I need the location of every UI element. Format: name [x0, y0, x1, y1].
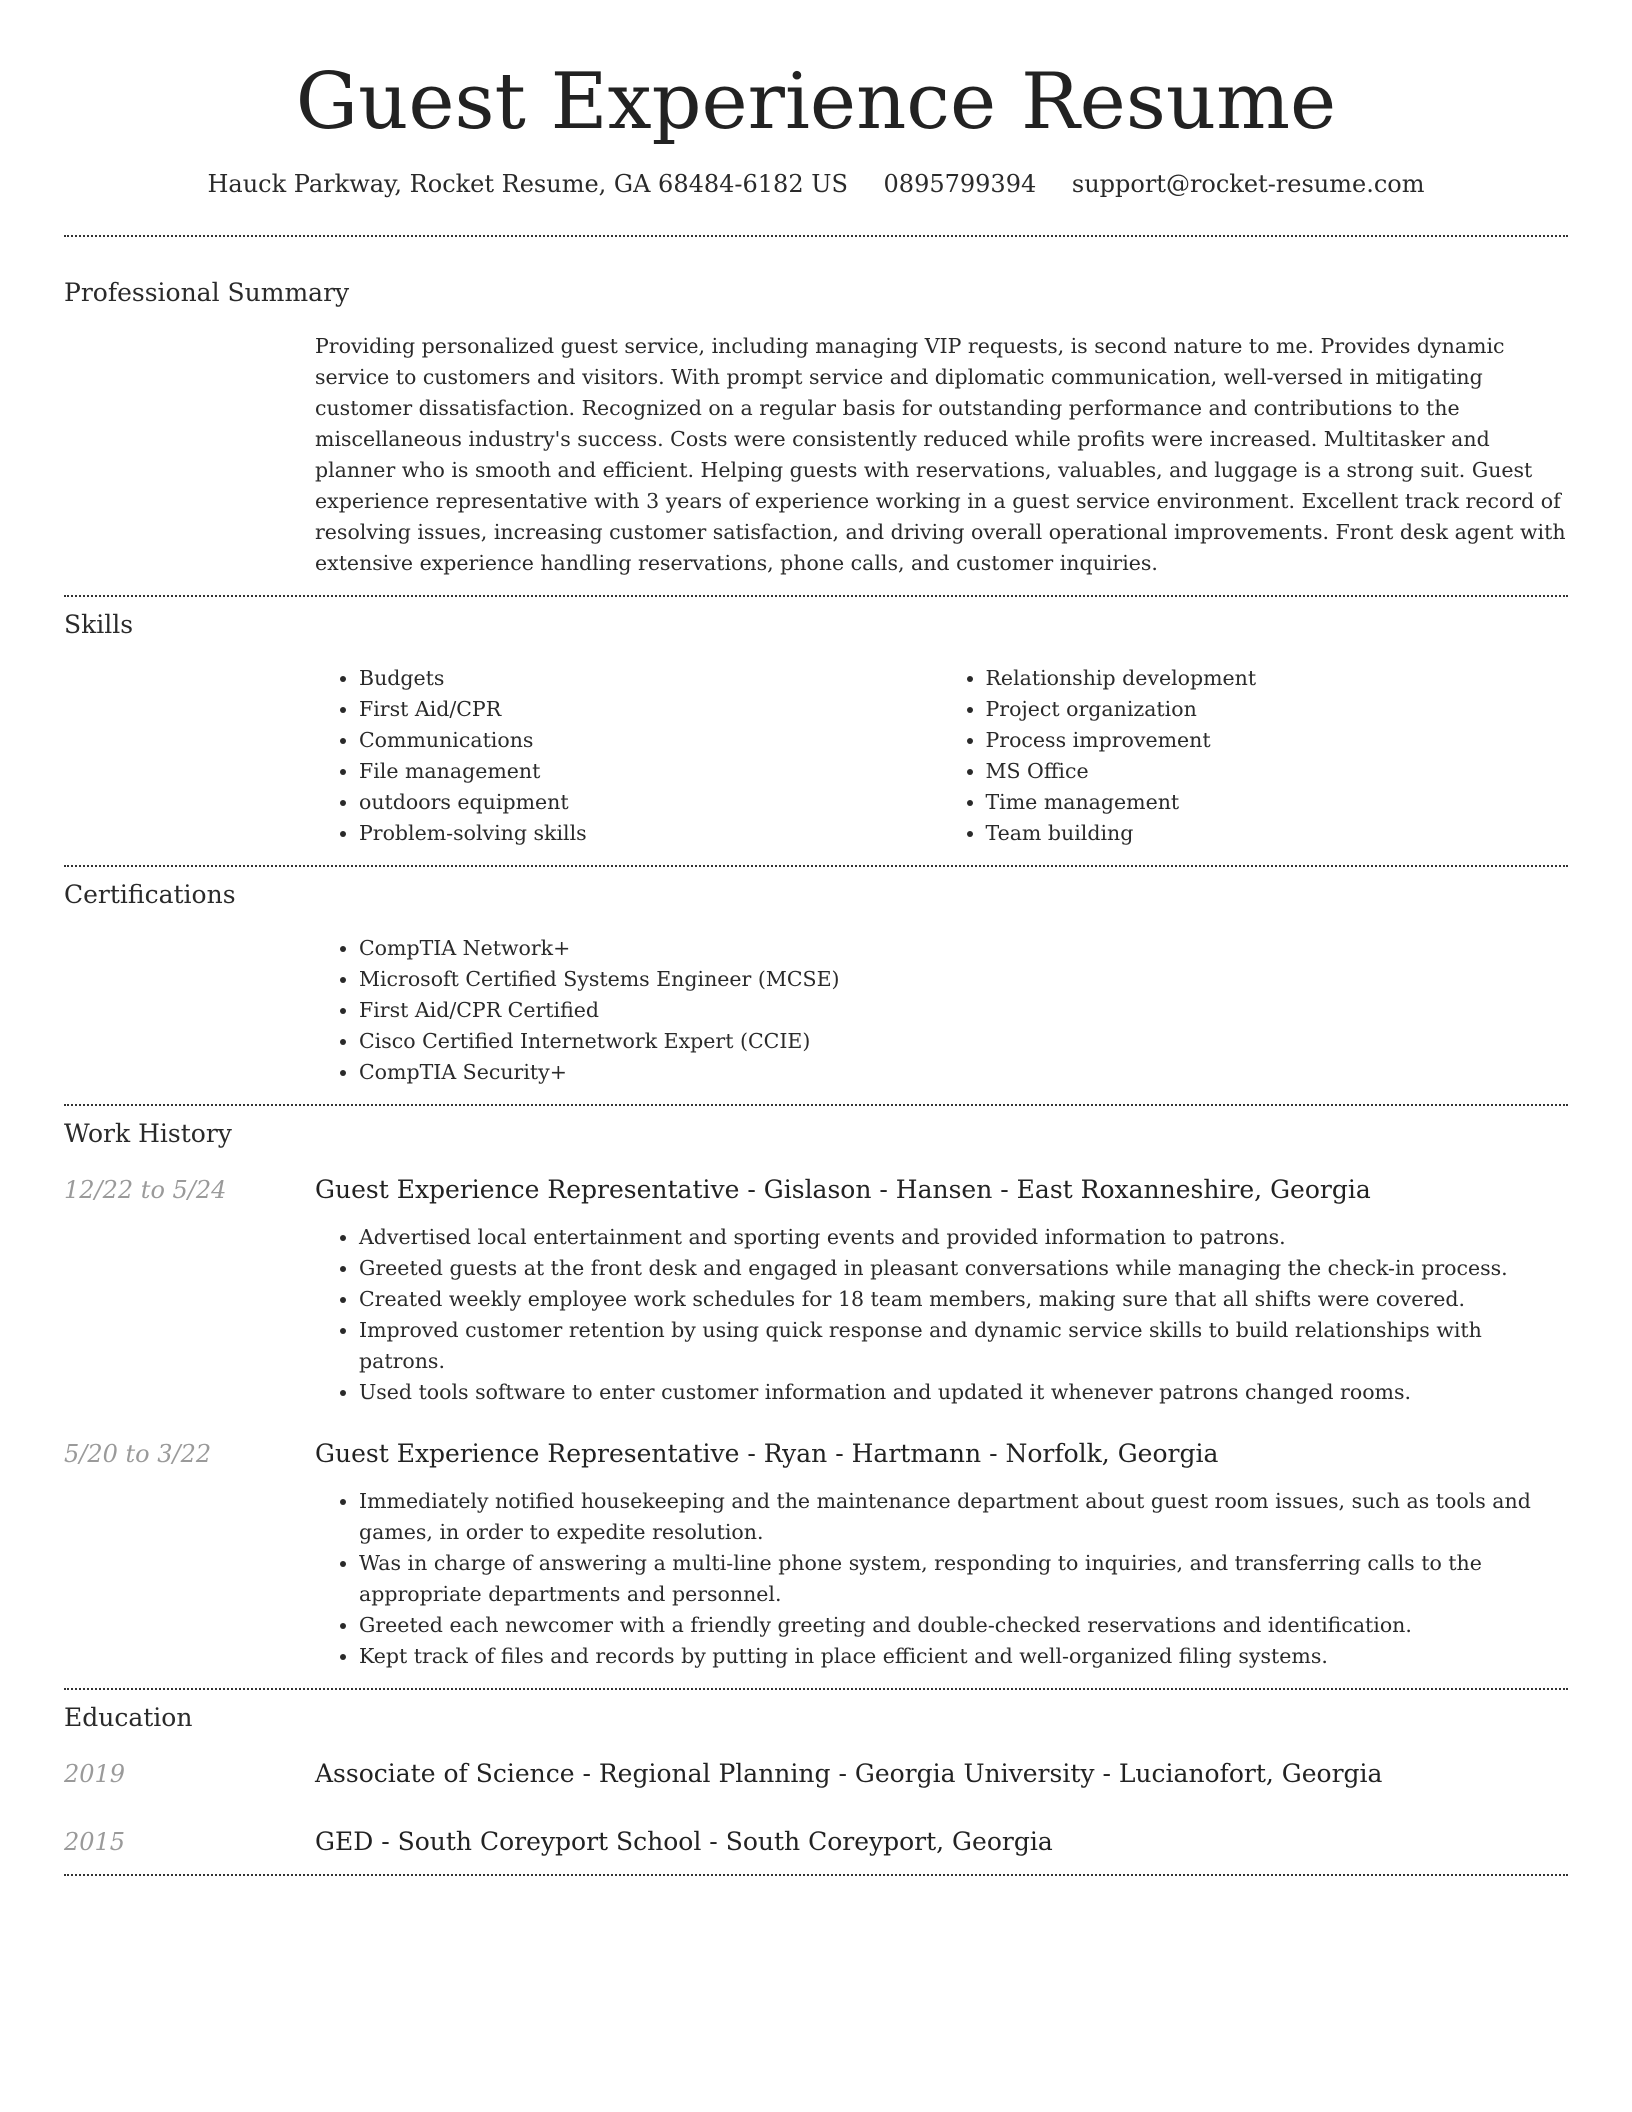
- certifications-list: [315, 933, 1568, 1088]
- job-entry: [64, 1174, 1568, 1206]
- job-dates: 5/20 to 3/22: [64, 1440, 212, 1468]
- list-item: • Cisco Certified Internetwork Expert (CCIE): [359, 1026, 1568, 1057]
- education-entry: [64, 1826, 1568, 1858]
- bullet-list: [315, 1222, 1568, 1408]
- contact-email[interactable]: support@rocket-resume.com: [1071, 170, 1425, 198]
- section-heading: Education: [64, 1703, 193, 1732]
- job-bullets: [315, 1222, 1568, 1408]
- education-year: 2015: [64, 1828, 126, 1856]
- contact-phone: 0895799394: [883, 170, 1037, 198]
- list-item: • First Aid/CPR Certified: [359, 995, 1568, 1026]
- list-item: • Communications: [359, 725, 942, 756]
- education-title: Associate of Science - Regional Planning - Georgia University - Lucianofort, Georgia: [315, 1759, 1383, 1788]
- section-heading: Professional Summary: [64, 278, 350, 307]
- list-item: • Problem-solving skills: [359, 818, 942, 849]
- job-entry: [64, 1438, 1568, 1470]
- list-item: • Advertised local entertainment and sporting events and provided information to patrons.: [359, 1222, 1568, 1253]
- education-year: 2019: [64, 1760, 126, 1788]
- work-section: [64, 1118, 1568, 1672]
- education-entry: [64, 1758, 1568, 1790]
- job-dates: 12/22 to 5/24: [64, 1176, 227, 1204]
- resume-page: [64, 0, 1568, 1876]
- divider: [64, 235, 1568, 237]
- section-heading: Work History: [64, 1119, 232, 1148]
- list-item: • Immediately notified housekeeping and the maintenance department about guest room issues, such as tools and games, in order to expedite resolution.: [359, 1486, 1568, 1548]
- list-item: • Was in charge of answering a multi-line phone system, responding to inquiries, and transferring calls to the appropriate departments and personnel.: [359, 1548, 1568, 1610]
- job-title: Guest Experience Representative - Gislason - Hansen - East Roxanneshire, Georgia: [315, 1175, 1371, 1204]
- skills-column-left: [315, 663, 942, 849]
- list-item: • CompTIA Security+: [359, 1057, 1568, 1088]
- bullet-list: [315, 1486, 1568, 1672]
- certifications-body: [315, 933, 1568, 1088]
- list-item: • Relationship development: [986, 663, 1569, 694]
- list-item: • Greeted guests at the front desk and engaged in pleasant conversations while managing the check-in process.: [359, 1253, 1568, 1284]
- skills-column-right: [942, 663, 1569, 849]
- summary-section: [64, 277, 1568, 579]
- list-item: • Used tools software to enter customer information and updated it whenever patrons changed rooms.: [359, 1377, 1568, 1408]
- skills-grid: [315, 663, 1568, 849]
- divider: [64, 1104, 1568, 1106]
- education-title: GED - South Coreyport School - South Coreyport, Georgia: [315, 1827, 1053, 1856]
- resume-title: Guest Experience Resume: [295, 57, 1337, 147]
- list-item: • Kept track of files and records by putting in place efficient and well-organized filing systems.: [359, 1641, 1568, 1672]
- section-heading: Certifications: [64, 880, 236, 909]
- divider: [64, 595, 1568, 597]
- list-item: • Created weekly employee work schedules for 18 team members, making sure that all shifts were covered.: [359, 1284, 1568, 1315]
- divider: [64, 1688, 1568, 1690]
- education-section: [64, 1702, 1568, 1858]
- certifications-section: [64, 879, 1568, 1088]
- section-heading: Skills: [64, 610, 134, 639]
- list-item: • Project organization: [986, 694, 1569, 725]
- summary-text: Providing personalized guest service, including managing VIP requests, is second nature to me. Provides dynamic service to customers and visitors. With prompt service and diplomatic communication, well-versed in mitigating customer dissatisfaction. Recognized on a regular basis for outstanding performance and contributions to the miscellaneous industry's success. Costs were consistently reduced while profits were increased. Multitasker and planner who is smooth and efficient. Helping guests with reservations, valuables, and luggage is a strong suit. Guest experience representative with 3 years of experience working in a guest service environment. Excellent track record of resolving issues, increasing customer satisfaction, and driving overall operational improvements. Front desk agent with extensive experience handling reservations, phone calls, and customer inquiries.: [315, 334, 1566, 575]
- list-item: • Team building: [986, 818, 1569, 849]
- list-item: • First Aid/CPR: [359, 694, 942, 725]
- summary-body: [315, 331, 1568, 579]
- skills-section: [64, 609, 1568, 849]
- list-item: • Microsoft Certified Systems Engineer (MCSE): [359, 964, 1568, 995]
- list-item: • Improved customer retention by using quick response and dynamic service skills to build relationships with patrons.: [359, 1315, 1568, 1377]
- contact-address: Hauck Parkway, Rocket Resume, GA 68484-6182 US: [207, 170, 848, 198]
- list-item: • Greeted each newcomer with a friendly greeting and double-checked reservations and identification.: [359, 1610, 1568, 1641]
- list-item: • File management: [359, 756, 942, 787]
- job-title: Guest Experience Representative - Ryan - Hartmann - Norfolk, Georgia: [315, 1439, 1219, 1468]
- list-item: • outdoors equipment: [359, 787, 942, 818]
- list-item: • CompTIA Network+: [359, 933, 1568, 964]
- list-item: • Process improvement: [986, 725, 1569, 756]
- divider: [64, 1874, 1568, 1876]
- list-item: • Time management: [986, 787, 1569, 818]
- divider: [64, 865, 1568, 867]
- list-item: • Budgets: [359, 663, 942, 694]
- job-bullets: [315, 1486, 1568, 1672]
- list-item: • MS Office: [986, 756, 1569, 787]
- contact-line: [64, 168, 1568, 200]
